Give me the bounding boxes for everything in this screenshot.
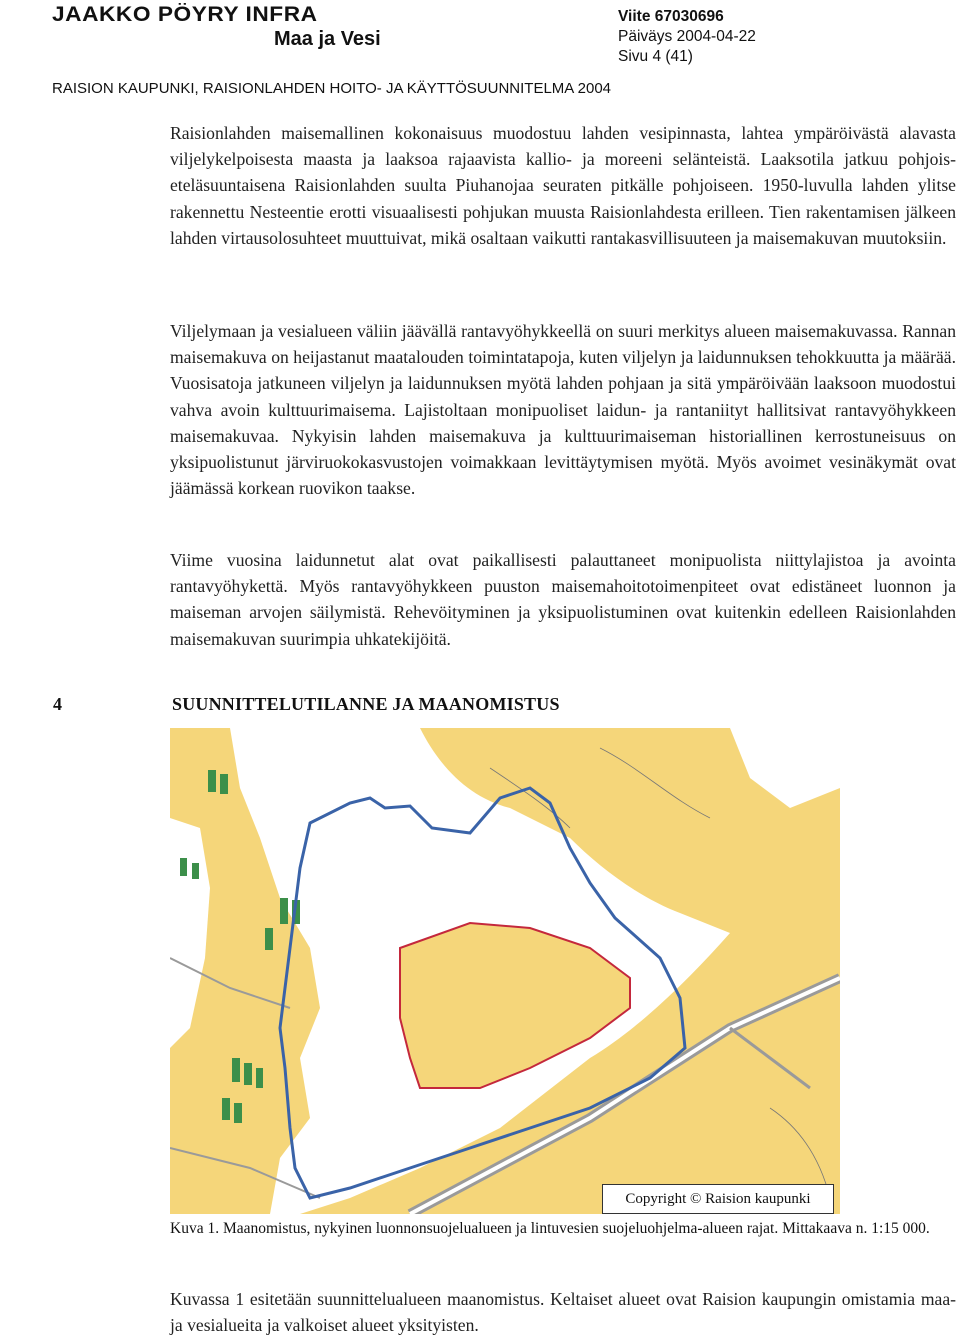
section-number: 4 xyxy=(53,694,62,714)
land-ownership-map xyxy=(170,728,840,1214)
document-date: Päiväys 2004-04-22 xyxy=(618,28,756,45)
document-info xyxy=(618,7,756,67)
section-title: SUUNNITTELUTILANNE JA MAANOMISTUS xyxy=(172,694,560,714)
running-title: RAISION KAUPUNKI, RAISIONLAHDEN HOITO- JA KÄYTTÖSUUNNITELMA 2004 xyxy=(52,80,612,97)
figure-caption: Kuva 1. Maanomistus, nykyinen luonnonsuojelualueen ja lintuvesien suojeluohjelma-alueen rajat. Mittakaava n. 1:15 000. xyxy=(170,1220,930,1237)
logo-line-2: Maa ja Vesi xyxy=(274,28,381,50)
map-copyright-text: Copyright © Raision kaupunki xyxy=(625,1190,811,1207)
paragraph-ownership: Kuvassa 1 esitetään suunnittelualueen maanomistus. Keltaiset alueet ovat Raision kaupungin omistamia maa- ja vesialueita ja valkoiset alueet yksityisten. xyxy=(170,1289,956,1335)
paragraph-shore-zone: Viljelymaan ja vesialueen väliin jäävällä rantavyöhykkeellä on suuri merkitys alueen maisemakuvassa. Rannan maisemakuva on heijastanut maatalouden toimintatapoja, kuten viljelyn ja laidunnuksen tehokkuutta ja määrää. Vuosisatoja jatkuneen viljelyn ja laidunnuksen myötä lahden pohjaan ja sitä ympäröivään laaksoon muodostui vahva avoin kulttuurimaisema. Lajistoltaan monipuoliset laidun- ja rantaniityt hallitsivat rantavyöhykkeen maisemakuvaa. Nykyisin lahden maisemakuva ja kulttuurimaiseman historiallinen kerrostuneisuus on yksipuolistunut järviruokokasvustojen voimakkaan levittäytymisen myötä. Myös avoimet vesinäkymät ovat jäämässä korkean ruovikon taakse. xyxy=(170,321,956,499)
paragraph-recent-grazing: Viime vuosina laidunnetut alat ovat paikallisesti palauttaneet monipuolista niittylajistoa ja avointa rantavyöhykettä. Myös rantavyöhykkeen puuston maisemahoitotoimenpiteet ovat edistäneet luonnon ja maiseman arvojen säilymistä. Rehevöityminen ja yksipuolistuminen ovat kuitenkin edelleen Raisionlahden maisemakuvan suurimpia uhkatekijöitä. xyxy=(170,550,956,649)
company-logo xyxy=(52,4,382,52)
document-reference: Viite 67030696 xyxy=(618,8,724,25)
map-copyright-box xyxy=(602,1184,834,1214)
logo-line-1: JAAKKO PÖYRY INFRA xyxy=(52,3,318,26)
page-number: Sivu 4 (41) xyxy=(618,48,693,65)
paragraph-landscape: Raisionlahden maisemallinen kokonaisuus muodostuu lahden vesipinnasta, lahtea ympäröivästä alavasta viljelykelpoisesta maasta ja laaksoa rajaavista kallio- ja moreeni selänteistä. Laaksotila jatkuu pohjois-eteläsuuntaisena Raisionlahden suulta Piuhanojaa seuraten pitkälle pohjoiseen. 1950-luvulla lahden ylitse rakennettu Nesteentie erotti visuaalisesti pohjukan muusta Raisionlahdesta erilleen. Tien rakentamisen jälkeen lahden virtausolosuhteet muuttuivat, mikä osaltaan vaikutti rantakasvillisuuteen ja maisemakuvan muutoksiin. xyxy=(170,123,956,248)
